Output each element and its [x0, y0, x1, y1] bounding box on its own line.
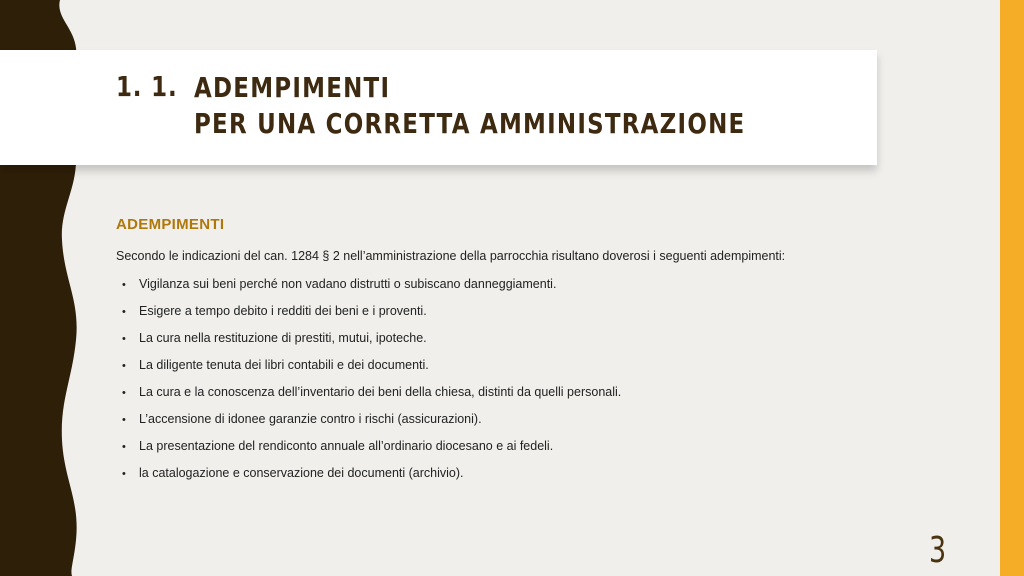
list-item: [122, 276, 621, 303]
list-item-text: L’accensione di idonee garanzie contro i rischi (assicurazioni).: [139, 412, 482, 426]
title-line-2: PER UNA CORRETTA AMMINISTRAZIONE: [194, 107, 746, 140]
slide-title: [194, 70, 745, 142]
bullet-icon: •: [122, 387, 126, 399]
list-item: [122, 465, 621, 492]
bullet-icon: •: [122, 279, 126, 291]
bullet-icon: •: [122, 468, 126, 480]
list-item-text: La diligente tenuta dei libri contabili e dei documenti.: [139, 358, 429, 372]
list-item-text: Esigere a tempo debito i redditi dei beni e i proventi.: [139, 304, 427, 318]
list-item: [122, 303, 621, 330]
right-accent-stripe: [1000, 0, 1024, 576]
list-item: [122, 438, 621, 465]
bullet-icon: •: [122, 306, 126, 318]
intro-text: Secondo le indicazioni del can. 1284 § 2 nell’amministrazione della parrocchia risultano doverosi i seguenti adempimenti:: [116, 249, 786, 263]
list-item-text: La cura e la conoscenza dell’inventario dei beni della chiesa, distinti da quelli personali.: [139, 385, 622, 399]
title-line-1: ADEMPIMENTI: [194, 71, 391, 104]
list-item: [122, 411, 621, 438]
list-item-text: la catalogazione e conservazione dei documenti (archivio).: [139, 466, 464, 480]
page-number: 3: [929, 530, 947, 571]
list-item: [122, 384, 621, 411]
list-item: [122, 330, 621, 357]
list-item-text: Vigilanza sui beni perché non vadano distrutti o subiscano danneggiamenti.: [139, 277, 557, 291]
list-item: [122, 357, 621, 384]
bullet-icon: •: [122, 360, 126, 372]
bullet-list: [122, 276, 621, 492]
bullet-icon: •: [122, 414, 126, 426]
bullet-icon: •: [122, 441, 126, 453]
section-heading: ADEMPIMENTI: [116, 216, 225, 233]
list-item-text: La presentazione del rendiconto annuale all’ordinario diocesano e ai fedeli.: [139, 439, 554, 453]
title-number: 1. 1.: [116, 70, 178, 103]
bullet-icon: •: [122, 333, 126, 345]
list-item-text: La cura nella restituzione di prestiti, mutui, ipoteche.: [139, 331, 427, 345]
